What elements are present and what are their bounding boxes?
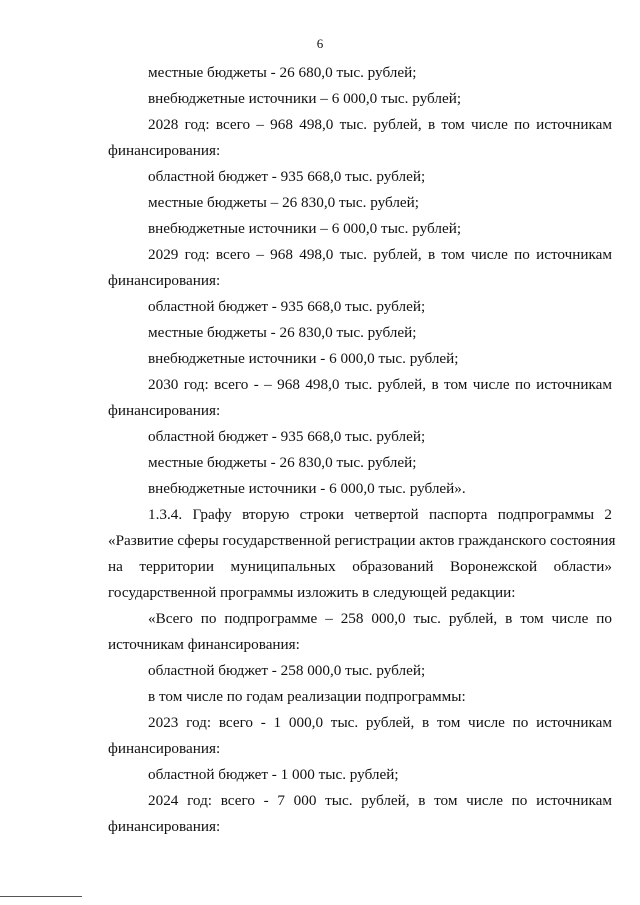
text-line: внебюджетные источники - 6 000,0 тыс. рублей». bbox=[148, 480, 466, 497]
text-line: внебюджетные источники - 6 000,0 тыс. рублей; bbox=[148, 350, 459, 367]
text-line: местные бюджеты - 26 830,0 тыс. рублей; bbox=[148, 454, 417, 471]
text-line: в том числе по годам реализации подпрограммы: bbox=[148, 688, 466, 705]
text-line: местные бюджеты - 26 830,0 тыс. рублей; bbox=[148, 324, 417, 341]
text-line: областной бюджет - 258 000,0 тыс. рублей; bbox=[148, 662, 426, 679]
text-line: местные бюджеты – 26 830,0 тыс. рублей; bbox=[148, 194, 420, 211]
text-line: областной бюджет - 935 668,0 тыс. рублей; bbox=[148, 428, 426, 445]
text-line: местные бюджеты - 26 680,0 тыс. рублей; bbox=[148, 64, 417, 81]
text-line: внебюджетные источники – 6 000,0 тыс. рублей; bbox=[148, 90, 462, 107]
text-line: финансирования: bbox=[108, 402, 221, 419]
text-line: государственной программы изложить в следующей редакции: bbox=[108, 584, 516, 601]
text-line: 2023 год: всего - 1 000,0 тыс. рублей, в том числе по источникам bbox=[148, 714, 612, 731]
text-line: областной бюджет - 1 000 тыс. рублей; bbox=[148, 766, 399, 783]
text-line: внебюджетные источники – 6 000,0 тыс. рублей; bbox=[148, 220, 462, 237]
text-line: 2030 год: всего - – 968 498,0 тыс. рублей, в том числе по источникам bbox=[148, 376, 612, 393]
text-line: 2028 год: всего – 968 498,0 тыс. рублей, в том числе по источникам bbox=[148, 116, 612, 133]
text-line: финансирования: bbox=[108, 740, 221, 757]
text-line: финансирования: bbox=[108, 142, 221, 159]
text-line: 2029 год: всего – 968 498,0 тыс. рублей, в том числе по источникам bbox=[148, 246, 612, 263]
text-line: «Всего по подпрограмме – 258 000,0 тыс. рублей, в том числе по bbox=[148, 610, 612, 627]
text-line: финансирования: bbox=[108, 818, 221, 835]
text-line: 2024 год: всего - 7 000 тыс. рублей, в том числе по источникам bbox=[148, 792, 612, 809]
text-line: на территории муниципальных образований Воронежской области» bbox=[108, 558, 612, 575]
text-line: областной бюджет - 935 668,0 тыс. рублей; bbox=[148, 298, 426, 315]
text-line: финансирования: bbox=[108, 272, 221, 289]
text-line: «Развитие сферы государственной регистрации актов гражданского состояния bbox=[108, 532, 616, 549]
text-line: областной бюджет - 935 668,0 тыс. рублей; bbox=[148, 168, 426, 185]
page-number: 6 bbox=[316, 36, 324, 51]
text-line: 1.3.4. Графу вторую строки четвертой паспорта подпрограммы 2 bbox=[148, 506, 612, 523]
text-line: источникам финансирования: bbox=[108, 636, 300, 653]
footnote-separator bbox=[0, 896, 82, 897]
